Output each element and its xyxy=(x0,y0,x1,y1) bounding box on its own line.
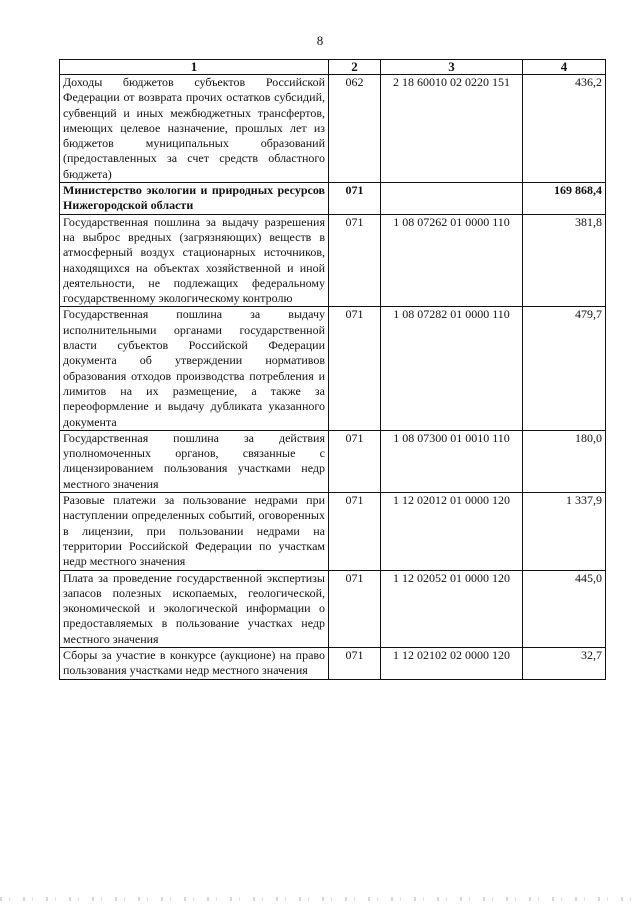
row-description: Плата за проведение государственной экспертизы запасов полезных ископаемых, геологической, экономической и экологической информации о предоставляемых в пользование участках недр местного значения xyxy=(60,570,329,647)
table-row xyxy=(60,214,606,307)
row-classification-code: 1 08 07262 01 0000 110 xyxy=(381,214,523,307)
column-header: 2 xyxy=(329,60,381,75)
scan-artifact-strip xyxy=(0,897,640,901)
row-admin-code: 071 xyxy=(329,493,381,570)
row-classification-code: 1 08 07282 01 0000 110 xyxy=(381,307,523,430)
row-admin-code: 071 xyxy=(329,307,381,430)
table-row xyxy=(60,493,606,570)
row-description: Государственная пошлина за выдачу исполнительными органами государственной власти субъектов Российской Федерации документа об утверждении нормативов образования отходов производства потребления и лимитов на их размещение, а также за переоформление и выдачу дубликата указанного документа xyxy=(60,307,329,430)
row-description: Министерство экологии и природных ресурсов Нижегородской области xyxy=(60,183,329,215)
row-classification-code: 1 08 07300 01 0010 110 xyxy=(381,430,523,492)
row-amount: 436,2 xyxy=(523,75,606,183)
row-description: Государственная пошлина за выдачу разрешения на выброс вредных (загрязняющих) веществ в атмосферный воздух стационарных источников, находящихся на объектах хозяйственной и иной деятельности, не подлежащих федеральному государственному экологическому контролю xyxy=(60,214,329,307)
revenue-table xyxy=(59,59,606,680)
row-admin-code: 071 xyxy=(329,647,381,679)
row-amount: 32,7 xyxy=(523,647,606,679)
table-row xyxy=(60,75,606,183)
row-amount: 180,0 xyxy=(523,430,606,492)
row-amount: 381,8 xyxy=(523,214,606,307)
row-admin-code: 071 xyxy=(329,214,381,307)
table-row xyxy=(60,570,606,647)
row-admin-code: 071 xyxy=(329,570,381,647)
row-admin-code: 071 xyxy=(329,430,381,492)
table-row xyxy=(60,647,606,679)
row-admin-code: 062 xyxy=(329,75,381,183)
row-admin-code: 071 xyxy=(329,183,381,215)
row-description: Государственная пошлина за действия уполномоченных органов, связанные с лицензированием пользования участками недр местного значения xyxy=(60,430,329,492)
column-header: 4 xyxy=(523,60,606,75)
row-classification-code xyxy=(381,183,523,215)
table-row xyxy=(60,430,606,492)
table-header-row xyxy=(60,60,606,75)
row-classification-code: 1 12 02052 01 0000 120 xyxy=(381,570,523,647)
row-classification-code: 2 18 60010 02 0220 151 xyxy=(381,75,523,183)
column-header: 1 xyxy=(60,60,329,75)
column-header: 3 xyxy=(381,60,523,75)
row-amount: 479,7 xyxy=(523,307,606,430)
table-row xyxy=(60,307,606,430)
row-description: Сборы за участие в конкурсе (аукционе) на право пользования участками недр местного значения xyxy=(60,647,329,679)
row-amount: 445,0 xyxy=(523,570,606,647)
table-row-ministry xyxy=(60,183,606,215)
row-classification-code: 1 12 02102 02 0000 120 xyxy=(381,647,523,679)
row-amount: 169 868,4 xyxy=(523,183,606,215)
row-classification-code: 1 12 02012 01 0000 120 xyxy=(381,493,523,570)
row-description: Доходы бюджетов субъектов Российской Федерации от возврата прочих остатков субсидий, субвенций и иных межбюджетных трансфертов, имеющих целевое назначение, прошлых лет из бюджетов муниципальных образований (предоставленных за счет средств областного бюджета) xyxy=(60,75,329,183)
page-number: 8 xyxy=(316,33,324,48)
row-description: Разовые платежи за пользование недрами при наступлении определенных событий, оговоренных в лицензии, при пользовании недрами на территории Российской Федерации по участкам недр местного значения xyxy=(60,493,329,570)
row-amount: 1 337,9 xyxy=(523,493,606,570)
